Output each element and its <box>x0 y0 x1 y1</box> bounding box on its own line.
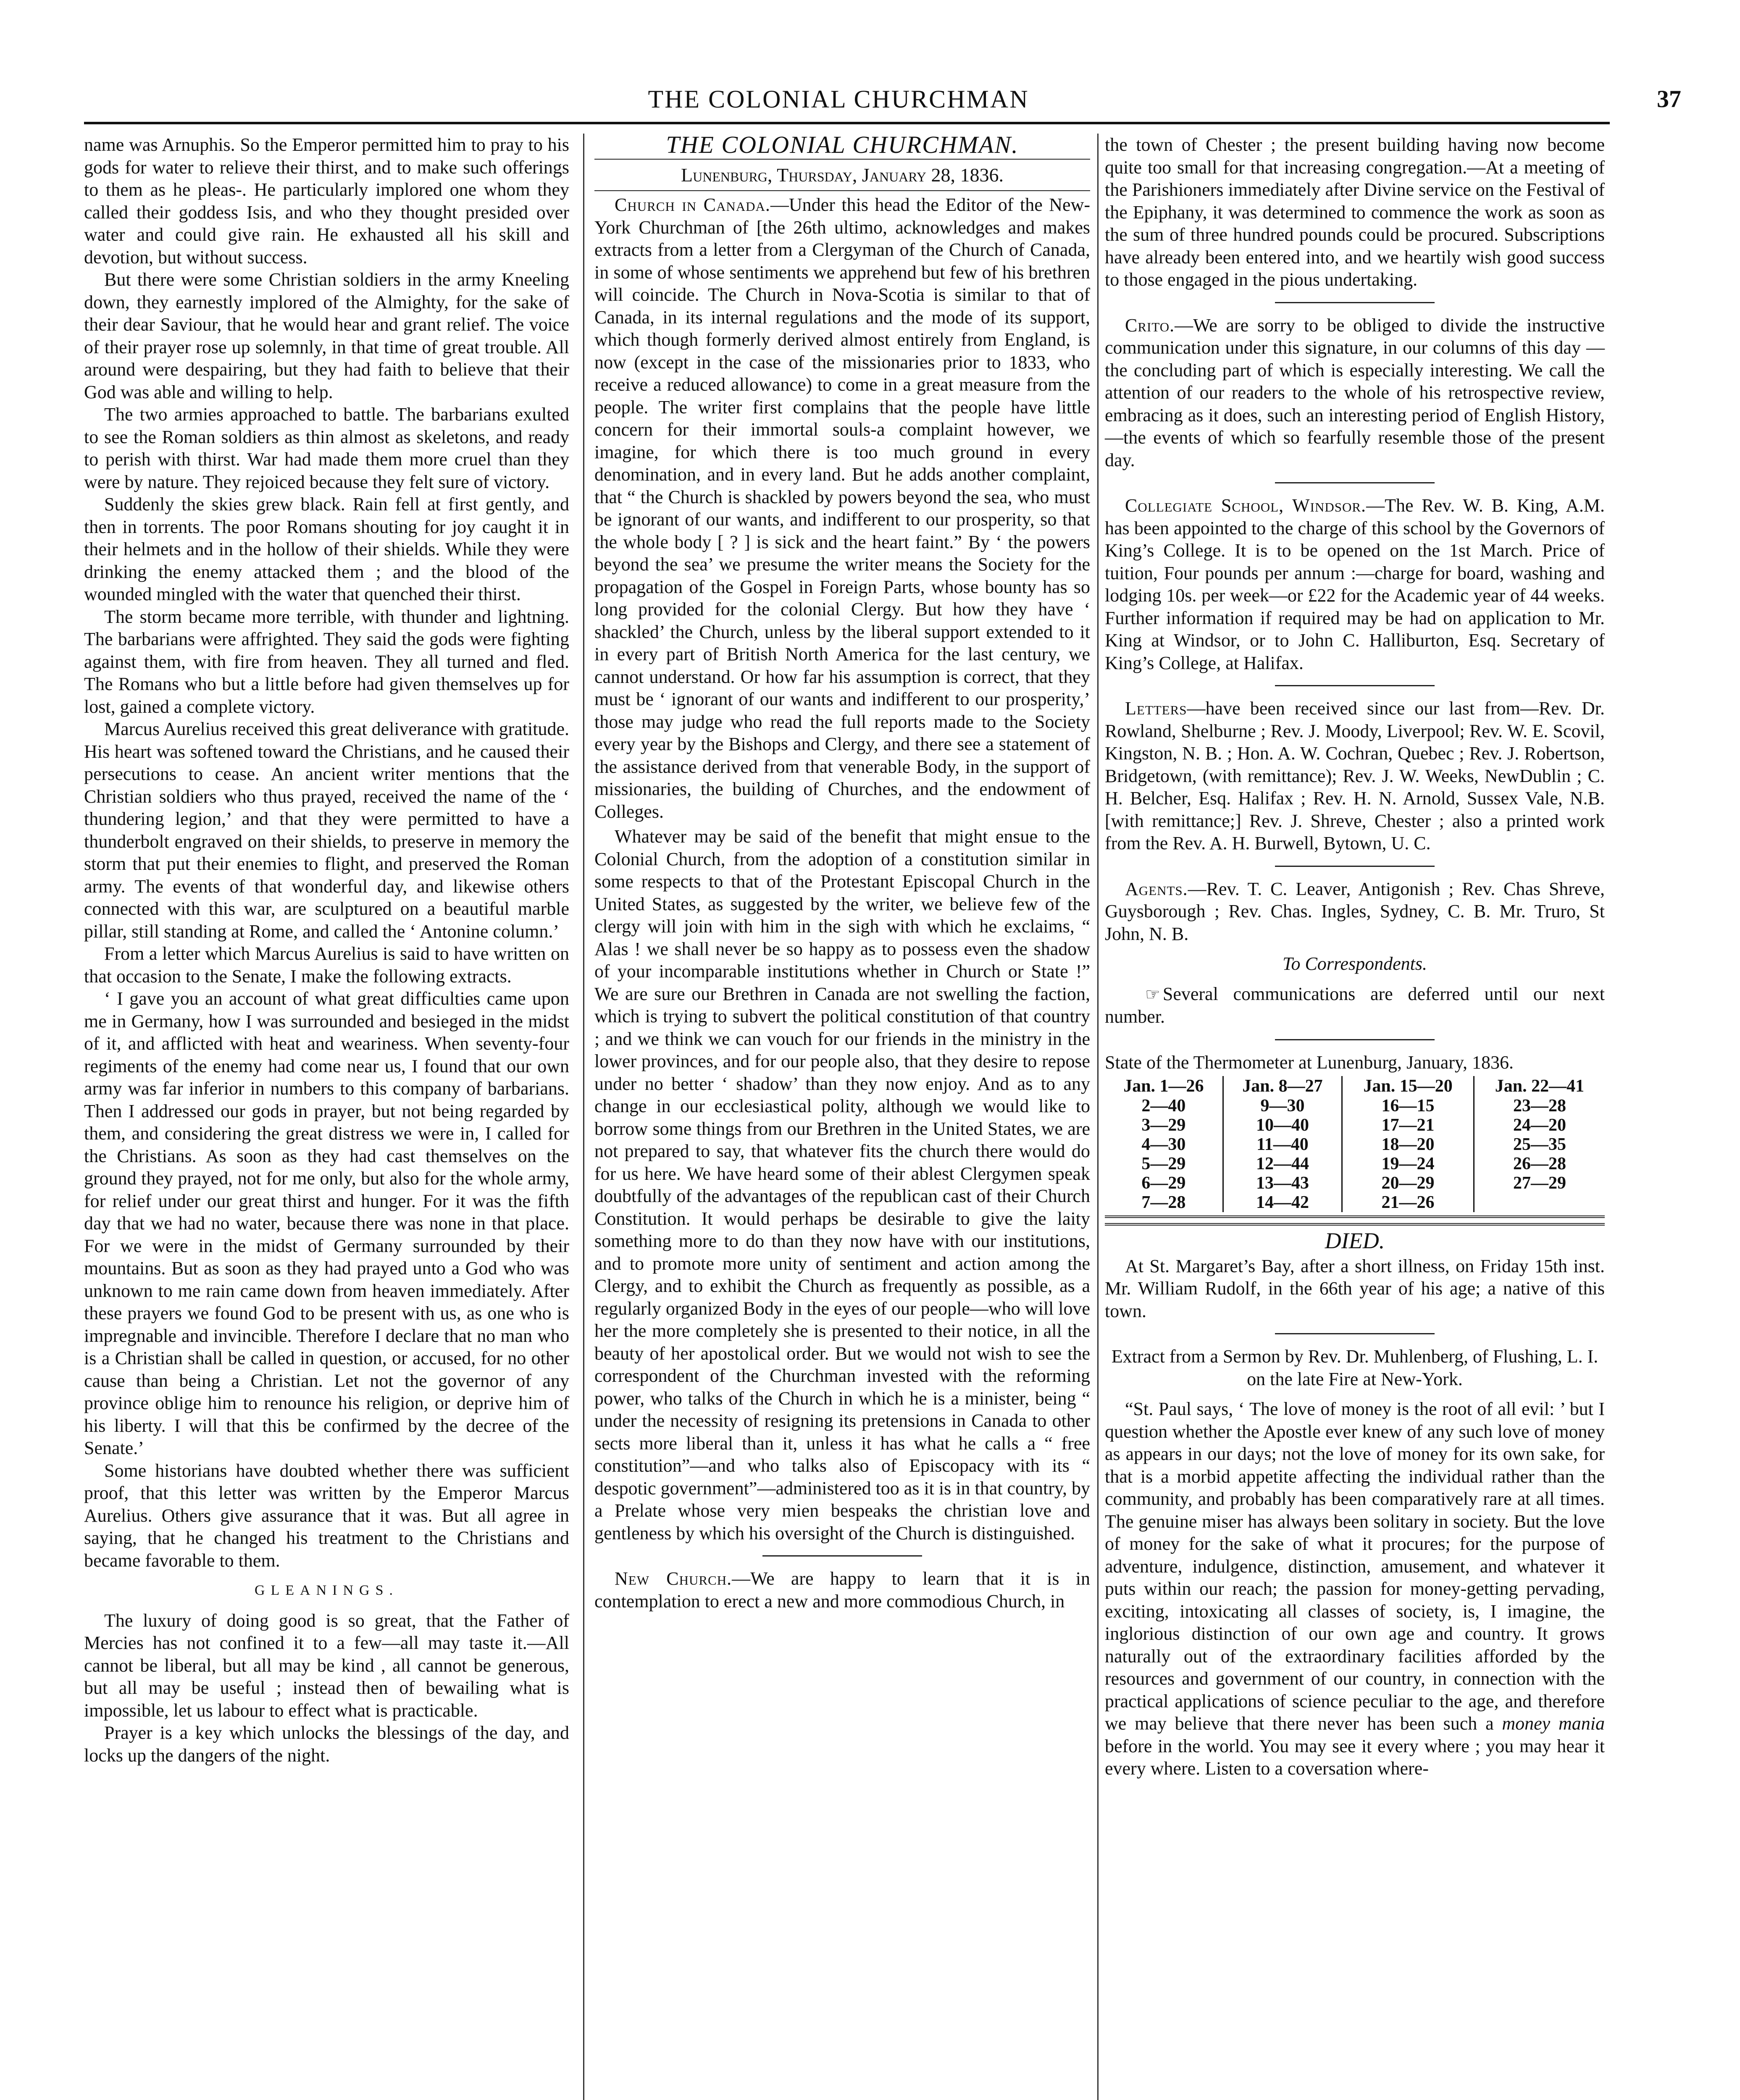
thermometer-cell: 16—15 <box>1342 1096 1474 1116</box>
marcus-paragraph-4: Suddenly the skies grew black. Rain fell at first gently, and then in torrents. The poor Romans shouting for joy caught it in their helmets and in the hollow of their shields. While they were drinking the enemy attacked them ; and the blood of the wounded mingled with the water that quenched their thirst. <box>84 494 569 604</box>
marcus-paragraph-2: But there were some Christian soldiers in the army Kneeling down, they earnestly implored of the Almighty, for the sake of their dear Saviour, that he would hear and grant relief. The voice of their prayer rose up solemnly, in that time of great trouble. All around were despairing, but they had faith to believe that their God was able and willing to help. <box>84 269 569 402</box>
crito-article <box>1105 314 1605 472</box>
marcus-paragraph-6: Marcus Aurelius received this great deliverance with gratitude. His heart was softened toward the Christians, and he caused their persecutions to cease. An ancient writer mentions that the Christian soldiers who thus prayed, received the name of the ‘ thundering legion,’ and that they were permitted to have a thunderbolt engraved on their shields, to preserve in memory the storm that put their enemies to flight, and preserved the Roman army. The events of that wonderful day, and likewise others connected with this war, are sculptured on a beautiful marble pillar, still standing at Rome, and called the ‘ Antonine column.’ <box>84 719 569 942</box>
thermometer-cell: 17—21 <box>1342 1116 1474 1135</box>
died-notice: At St. Margaret’s Bay, after a short illness, on Friday 15th inst. Mr. William Rudolf, in the 66th year of his age; a native of this town. <box>1105 1255 1605 1321</box>
thermometer-cell: 6—29 <box>1105 1173 1223 1193</box>
thermometer-cell: 18—20 <box>1342 1135 1474 1154</box>
article-separator <box>1275 1039 1435 1040</box>
article-separator <box>1275 482 1435 483</box>
thermometer-cell: 7—28 <box>1105 1193 1223 1212</box>
thermometer-cell <box>1474 1193 1605 1212</box>
page-number: 37 <box>1657 85 1681 113</box>
new-church-text: —We are happy to learn that it is in contemplation to erect a new and more commodious Church, in <box>594 1568 1091 1612</box>
church-in-canada-article <box>594 194 1090 823</box>
header-rule <box>84 122 1610 124</box>
column-divider-1 <box>583 134 584 2100</box>
thermometer-cell: 14—42 <box>1223 1193 1342 1212</box>
marcus-letter-extract: ‘ I gave you an account of what great difficulties came upon me in Germany, how I was surrounded and besieged in the midst of it, and afflicted with heat and weariness. When seventy-four regiments of the enemy had come near us, I found that our own army was far inferior in numbers to this company of barbarians. Then I addressed our gods in prayer, but not being regarded by them, and considering the great distress we were in, I called for the Christians. As soon as they had cast themselves on the ground they prayed, not for me only, but also for the whole army, for relief under our great thirst and hunger. For it was the fifth day that we had no water, because there was none in that place. For we were in the midst of Germany surrounded by their mountains. But as soon as they had prayed unto a God who was unknown to me rain came down from heaven immediately. After these prayers we found God to be present with us, as one who is impregnable and invincible. Therefore I declare that no man who is a Christian shall be called in question, or accused, for no other cause than being a Christian. Let not the governor of any province oblige him to renounce his religion, or deprive him of his liberty. I will that this be confirmed by the decree of the Senate.’ <box>84 988 569 1458</box>
new-church-continuation: the town of Chester ; the present building having now become quite too small for that increasing congregation.—At a meeting of the Parishioners immediately after Divine service on the Festival of the Epiphany, it was determined to commence the work as soon as the sum of three hundred pounds could be procured. Subscriptions have already been entered into, and we heartily wish good success to those engaged in the pious undertaking. <box>1105 134 1605 290</box>
thermometer-cell: 26—28 <box>1513 1154 1566 1173</box>
article-separator <box>1275 866 1435 867</box>
gleanings-paragraph-1: The luxury of doing good is so great, that the Father of Mercies has not confined it to a few—all may taste it.—All cannot be liberal, but all may be kind , all cannot be generous, but all may be useful ; instead then of bewailing what is impossible, let us labour to effect what is practicable. <box>84 1610 569 1721</box>
crito-text: —We are sorry to be obliged to divide the instructive communication under this signature, in our columns of this day —the concluding part of which is especially interesting. We call the attention of our readers to the whole of his retrospective review, embracing as it does, such an interesting period of English History,—the events of which so fearfully resemble those of the present day. <box>1105 315 1605 470</box>
thermometer-cell: 12—44 <box>1223 1154 1342 1173</box>
died-heading: DIED. <box>1105 1223 1605 1252</box>
sermon-extract-end: before in the world. You may see it every where ; you may hear it every where. Listen to a coversation where- <box>1105 1735 1605 1779</box>
page-title: THE COLONIAL CHURCHMAN <box>648 85 1029 113</box>
thermometer-cell: 10—40 <box>1223 1116 1342 1135</box>
masthead: THE COLONIAL CHURCHMAN. <box>666 131 1019 158</box>
thermometer-row <box>1105 1173 1605 1193</box>
thermometer-cell: 20—29 <box>1342 1173 1474 1193</box>
thermometer-cell: 19—24 <box>1342 1154 1474 1173</box>
thermometer-row <box>1105 1116 1605 1135</box>
thermometer-table <box>1105 1076 1605 1212</box>
thermometer-header-cell: Jan. 22—41 <box>1495 1076 1585 1096</box>
church-in-canada-text: —Under this head the Editor of the New-York Churchman of [the 26th ultimo, acknowledges and makes extracts from a letter from a Clergyman of the Church of Canada, in some of whose sentiments we apprehend but few of his brethren will coincide. The Church in Nova-Scotia is similar to that of Canada, in its internal regulations and the mode of its support, which though formerly derived almost entirely from England, is now (except in the case of the missionaries prior to 1833, who receive a reduced allowance) to come in a great measure from the people. The writer first complains that the people have little concern for their immortal souls-a complaint however, we imagine, for which there is too much ground in every denomination, and in every land. But he adds another complaint, that “ the Church is shackled by powers beyond the sea, who must be ignorant of our wants, and indifferent to our prosperity, so that the whole body [ ? ] is sick and the heart faint.” By ‘ the powers beyond the sea’ we presume the writer means the Society for the propagation of the Gospel in Foreign Parts, whose bounty has so long provided for the colonial Clergy. But how they have ‘ shackled’ the Church, unless by the liberal support extended to it in every part of British North America for the last century, we cannot understand. Or how far his assumption is correct, that they must be ‘ ignorant of our wants and indifferent to our prosperity,’ those may judge who read the full reports made to the Society every year by the Bishops and Clergy, and there see a statement of the assistance derived from that venerable Body, in the support of missionaries, the building of Churches, and the endowment of Colleges. <box>594 194 1090 822</box>
marcus-paragraph-1: name was Arnuphis. So the Emperor permitted him to pray to his gods for water to relieve their thirst, and to make such offerings to them as he pleas-. He particularly implored one whom they called their goddess Isis, and who they thought presided over water and could give rain. He exhausted all his skill and devotion, but without success. <box>84 134 569 268</box>
thermometer-cell: 5—29 <box>1105 1154 1223 1173</box>
letters-notice <box>1105 697 1605 855</box>
thermometer-header-cell: Jan. 8—27 <box>1223 1076 1342 1096</box>
thermometer-row <box>1105 1154 1605 1173</box>
article-separator <box>1275 1333 1435 1334</box>
article-separator <box>1275 302 1435 303</box>
thermometer-cell: 4—30 <box>1105 1135 1223 1154</box>
money-mania-phrase: money mania <box>1502 1713 1605 1734</box>
gleanings-paragraph-2: Prayer is a key which unlocks the blessings of the day, and locks up the dangers of the night. <box>84 1722 569 1766</box>
thermometer-title: State of the Thermometer at Lunenburg, January, 1836. <box>1105 1052 1514 1073</box>
new-church-heading: New Church. <box>615 1568 732 1589</box>
crito-heading: Crito. <box>1125 315 1175 336</box>
thermometer-row <box>1105 1193 1605 1212</box>
thermometer-header-cell: Jan. 1—26 <box>1105 1076 1223 1096</box>
agents-text: —Rev. T. C. Leaver, Antigonish ; Rev. Chas Shreve, Guysborough ; Rev. Chas. Ingles, Sydney, C. B. Mr. Truro, St John, N. B. <box>1105 878 1605 944</box>
thermometer-cell: 25—35 <box>1513 1135 1566 1154</box>
column-2 <box>594 131 1091 1615</box>
dateline: Lunenburg, Thursday, January 28, 1836. <box>594 159 1090 192</box>
collegiate-school-heading: Collegiate School, Windsor. <box>1125 495 1367 516</box>
thermometer-cell: 24—20 <box>1513 1116 1566 1135</box>
page-header <box>63 76 1681 127</box>
column-1 <box>84 134 569 1767</box>
marcus-paragraph-3: The two armies approached to battle. The barbarians exulted to see the Roman soldiers as thin almost as skeletons, and ready to perish with thirst. War had made them more cruel than they were by nature. They rejoiced because they felt sure of victory. <box>84 404 569 492</box>
thermometer-cell: 23—28 <box>1513 1096 1566 1116</box>
agents-notice <box>1105 878 1605 945</box>
church-in-canada-paragraph-2: Whatever may be said of the benefit that might ensue to the Colonial Church, from the adoption of a constitution similar in some respects to that of the Protestant Episcopal Church in the United States, as suggested by the writer, we believe few of the clergy will join with him in the sigh with which he exclaims, “ Alas ! we shall never be so happy as to possess even the shadow of your incomparable institutions whether in Church or State !” We are sure our Brethren in Canada are not swelling the faction, which is trying to subvert the political constitution of that country ; and we think we can vouch for our friends in the ministry in the lower provinces, and for our people also, that they desire to repose under no better ‘ shadow’ than they now enjoy. And as to any change in our ecclesiastical polity, although we would like to borrow some things from our Brethren in the United States, we are not prepared to say, that whatever fits the church there would do for us here. We have heard some of their ablest Clergymen speak doubtfully of the advantages of the republican cast of their Church Constitution. It would perhaps be desirable to give the laity something more to do than they now have with our institutions, and to promote more unity of sentiment and action among the Clergy, and to exhibit the Church as frequently as possible, as a regularly organized Body in the eyes of our people—who will love her the more completely she is presented to their notice, in all the beauty of her apostolical order. But we would not wish to see the correspondent of the Churchman invested with the reforming power, who talks of the Church in which he is a minister, being “ under the necessity of resigning its pretensions in Canada to other sects more liberal than it, unless it has what he calls a “ free constitution”—and who talks also of Episcopacy with its “ despotic government”—administered too as it is in that country, by a Prelate whose very mien bespeaks the christian love and gentleness by which his oversight of the Church is distinguished. <box>594 826 1091 1544</box>
thermometer-header-cell: Jan. 15—20 <box>1342 1076 1474 1096</box>
church-in-canada-heading: Church in Canada. <box>615 194 770 215</box>
thermometer-row <box>1105 1135 1605 1154</box>
agents-heading: Agents. <box>1125 878 1188 899</box>
marcus-paragraph-9: Some historians have doubted whether there was sufficient proof, that this letter was written by the Emperor Marcus Aurelius. Others give assurance that it was. But all agree in saying, that he changed his treatment to the Christians and became favorable to them. <box>84 1460 569 1571</box>
thermometer-row <box>1105 1096 1605 1116</box>
pointing-hand-icon: ☞ <box>1145 984 1160 1004</box>
letters-text: —have been received since our last from—Rev. Dr. Rowland, Shelburne ; Rev. J. Moody, Liverpool; Rev. W. E. Scovil, Kingston, N. B. ; Hon. A. W. Cochran, Quebec ; Rev. J. Robertson, Bridgetown, (with remittance); Rev. J. W. Weeks, NewDublin ; C. H. Belcher, Esq. Halifax ; Rev. H. N. Arnold, Sussex Vale, N.B. [with remittance;] Rev. J. Shreve, Chester ; also a printed work from the Rev. A. H. Burwell, Bytown, U. C. <box>1105 698 1605 853</box>
correspondents-notice <box>1105 983 1605 1028</box>
collegiate-school-text: —The Rev. W. B. King, A.M. has been appointed to the charge of this school by the Governors of King’s College. It is to be opened on the 1st March. Price of tuition, Four pounds per annum :—charge for board, washing and lodging 10s. per week—or £22 for the Academic year of 44 weeks. Further information if required may be had on application to Mr. King at Windsor, or to John C. Halliburton, Esq. Secretary of King’s College, at Halifax. <box>1105 495 1605 673</box>
correspondents-heading: To Correspondents. <box>1283 953 1427 974</box>
thermometer-cell: 27—29 <box>1513 1173 1566 1193</box>
new-church-article <box>594 1567 1090 1612</box>
thermometer-cell: 11—40 <box>1223 1135 1342 1154</box>
thermometer-table-wrap <box>1105 1076 1605 1218</box>
article-separator <box>762 1555 922 1557</box>
article-separator <box>1275 685 1435 686</box>
thermometer-cell: 2—40 <box>1105 1096 1223 1116</box>
thermometer-cell: 9—30 <box>1223 1096 1342 1116</box>
sermon-extract-text <box>1105 1398 1605 1780</box>
thermometer-cell: 21—26 <box>1342 1193 1474 1212</box>
marcus-paragraph-7: From a letter which Marcus Aurelius is said to have written on that occasion to the Senate, I make the following extracts. <box>84 943 569 987</box>
collegiate-school-article <box>1105 494 1605 674</box>
column-divider-2 <box>1097 134 1099 2100</box>
sermon-extract-body: “St. Paul says, ‘ The love of money is the root of all evil: ’ but I question whether the Apostle ever knew of any such love of money as appears in our days; not the love of money for its own sake, for that is a morbid appetite affecting the individual rather than the community, and probably has been comparatively rare at all times. The genuine miser has always been solitary in society. But the love of money for the sake of what it procures; for the purpose of adventure, indulgence, distinction, amusement, and whatever it puts within our reach; the passion for money-getting pervading, exciting, intoxicating all classes of society, is, I imagine, the inglorious distinction of our own age and country. It grows naturally out of the extraordinary facilities afforded by the resources and government of our country, in connection with the practical applications of science peculiar to the age, and therefore we may believe that there never has been such a <box>1105 1399 1605 1734</box>
thermometer-cell: 3—29 <box>1105 1116 1223 1135</box>
column-3 <box>1105 134 1605 1782</box>
thermometer-header-row <box>1105 1076 1605 1096</box>
gleanings-heading: GLEANINGS. <box>254 1583 399 1598</box>
marcus-paragraph-5: The storm became more terrible, with thunder and lightning. The barbarians were affrighted. They said the gods were fighting against them, with fire from heaven. They all turned and fled. The Romans who but a little before had given themselves up for lost, gained a complete victory. <box>84 606 569 717</box>
letters-heading: Letters <box>1125 698 1187 719</box>
sermon-extract-heading: Extract from a Sermon by Rev. Dr. Muhlenberg, of Flushing, L. I. on the late Fire at New-York. <box>1111 1346 1598 1389</box>
correspondents-text: Several communications are deferred until our next number. <box>1105 983 1605 1027</box>
thermometer-cell: 13—43 <box>1223 1173 1342 1193</box>
